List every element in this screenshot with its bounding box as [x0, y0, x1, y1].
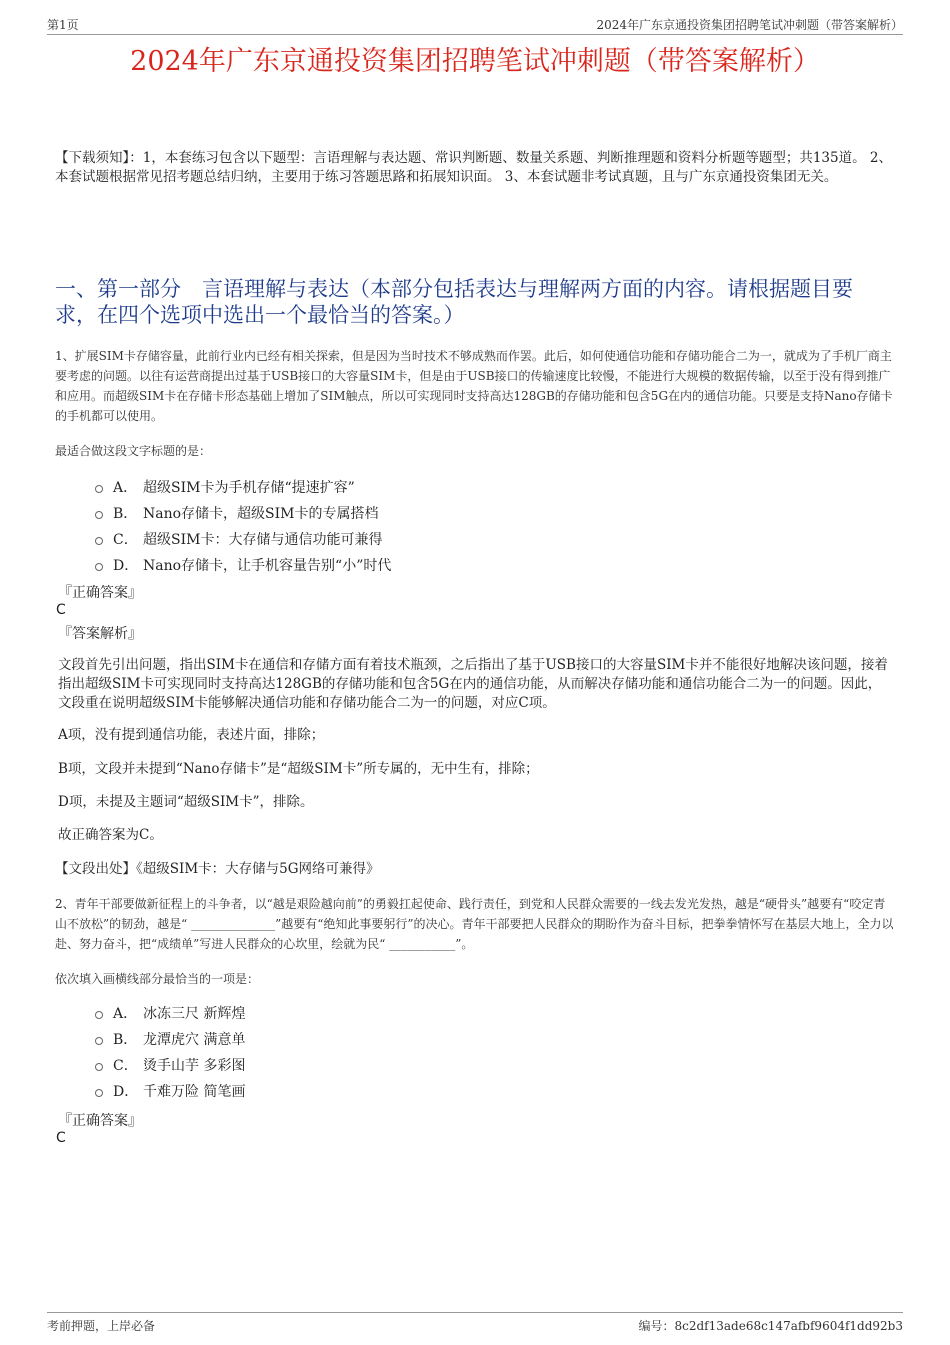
footer-slogan: 考前押题，上岸必备 — [47, 1318, 156, 1333]
option-c[interactable]: C． 超级SIM卡：大存储与通信功能可兼得 — [95, 526, 391, 552]
document-title: 2024年广东京通投资集团招聘笔试冲刺题（带答案解析） — [130, 46, 820, 77]
answer-value: C — [56, 602, 66, 618]
document-id: 编号：8c2df13ade68c147afbf9604f1dd92b3 — [638, 1318, 903, 1333]
option-d[interactable]: D． Nano存储卡，让手机容量告别“小”时代 — [95, 552, 391, 578]
download-notice: 【下载须知】：1，本套练习包含以下题型：言语理解与表达题、常识判断题、数量关系题、判断推理题和资料分析题等题型；共135道。 2、本套试题根据常见招考题总结归纳，主要用于练习答题思路和拓展知识面。 3、本套试题非考试真题，且与广东京通投资集团无关。 — [55, 150, 892, 185]
option-c[interactable]: C． 烫手山芋 多彩图 — [95, 1052, 245, 1078]
analysis-conclusion: 故正确答案为C。 — [58, 827, 163, 843]
question-2-options — [95, 1000, 245, 1104]
question-1-options — [95, 474, 391, 578]
section-title: 一、第一部分 言语理解与表达（本部分包括表达与理解两方面的内容。请根据题目要求，在四个选项中选出一个最恰当的答案。） — [55, 277, 853, 327]
analysis-option-b: B项，文段并未提到“Nano存储卡”是“超级SIM卡”所专属的，无中生有，排除； — [58, 761, 539, 777]
option-a[interactable]: A． 冰冻三尺 新辉煌 — [95, 1000, 245, 1026]
page-number: 第1页 — [47, 17, 79, 32]
answer-label: 『正确答案』 — [58, 585, 142, 601]
question-1-text: 1、扩展SIM卡存储容量，此前行业内已经有相关探索，但是因为当时技术不够成熟而作罢。此后，如何使通信功能和存储功能合二为一，就成为了手机厂商主要考虑的问题。以往有运营商提出过基于USB接口的大容量SIM卡，但是由于USB接口的传输速度比较慢，不能进行大规模的数据传输，以至于没有得到推广和应用。而超级SIM卡在存储卡形态基础上增加了SIM触点，所以可实现同时支持高达128GB的存储功能和包含5G在内的通信功能。只要是支持Nano存储卡的手机都可以使用。 — [55, 349, 893, 423]
page-header — [47, 14, 903, 35]
radio-icon[interactable] — [95, 563, 103, 571]
radio-icon[interactable] — [95, 511, 103, 519]
radio-icon[interactable] — [95, 485, 103, 493]
question-2-prompt: 依次填入画横线部分最恰当的一项是： — [55, 972, 260, 986]
radio-icon[interactable] — [95, 1089, 103, 1097]
header-doc-title: 2024年广东京通投资集团招聘笔试冲刺题（带答案解析） — [596, 17, 903, 32]
option-a[interactable]: A． 超级SIM卡为手机存储“提速扩容” — [95, 474, 391, 500]
option-b[interactable]: B． 龙潭虎穴 满意单 — [95, 1026, 245, 1052]
option-d[interactable]: D． 千难万险 简笔画 — [95, 1078, 245, 1104]
answer-label: 『正确答案』 — [58, 1113, 142, 1129]
radio-icon[interactable] — [95, 537, 103, 545]
question-2-text: 2、青年干部要做新征程上的斗争者，以“越是艰险越向前”的勇毅扛起使命、践行责任，到党和人民群众需要的一线去发光发热，越是“硬骨头”越要有“咬定青山不放松”的韧劲，越是“ ______________”越要有“绝知此事要躬行”的决心。青年干部要把人民群众的期盼作为奋斗目标，把拳拳情怀写在基层大地上，全力以赴、努力奋斗，把“成绩单”写进人民群众的心坎里，绘就为民“ ___________”。 — [55, 897, 894, 951]
answer-value: C — [56, 1130, 66, 1146]
page-footer — [47, 1312, 903, 1335]
analysis-option-d: D项，未提及主题词“超级SIM卡”，排除。 — [58, 794, 314, 810]
analysis-option-a: A项，没有提到通信功能，表述片面，排除； — [58, 727, 325, 743]
analysis-label: 『答案解析』 — [58, 626, 142, 642]
radio-icon[interactable] — [95, 1063, 103, 1071]
option-b[interactable]: B． Nano存储卡，超级SIM卡的专属搭档 — [95, 500, 391, 526]
radio-icon[interactable] — [95, 1037, 103, 1045]
analysis-source: 【文段出处】《超级SIM卡：大存储与5G网络可兼得》 — [55, 861, 380, 877]
radio-icon[interactable] — [95, 1011, 103, 1019]
question-1-prompt: 最适合做这段文字标题的是： — [55, 444, 212, 458]
analysis-paragraph: 文段首先引出问题，指出SIM卡在通信和存储方面有着技术瓶颈，之后指出了基于USB接口的大容量SIM卡并不能很好地解决该问题，接着指出超级SIM卡可实现同时支持高达128GB的存储功能和包含5G在内的通信功能，从而解决存储功能和通信功能合二为一的问题。因此，文段重在说明超级SIM卡能够解决通信功能和存储功能合二为一的问题，对应C项。 — [58, 657, 888, 711]
